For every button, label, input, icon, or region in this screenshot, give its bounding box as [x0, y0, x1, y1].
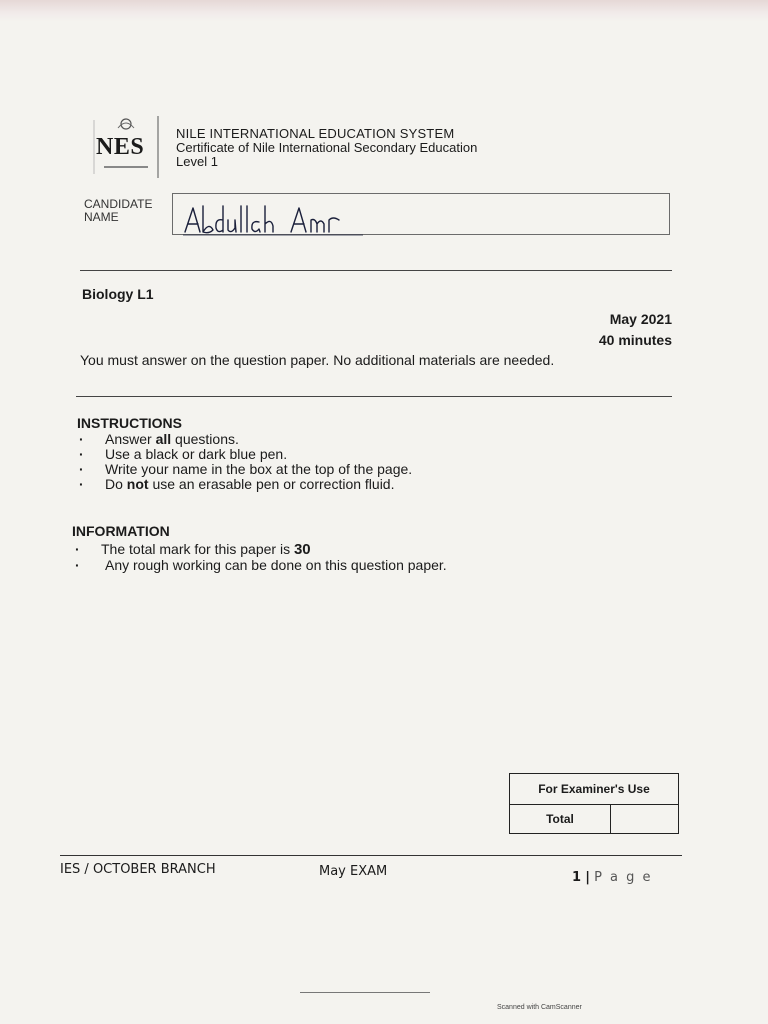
instruction-item: · Use a black or dark blue pen. — [77, 447, 412, 462]
examiner-use-table — [509, 773, 679, 834]
total-label: Total — [510, 805, 611, 834]
candidate-name-label — [84, 198, 152, 224]
certificate-title: Certificate of Nile International Secondary Education — [176, 140, 478, 155]
instruction-item: · Answer all questions. — [77, 432, 412, 447]
subject-title: Biology L1 — [82, 286, 154, 302]
candidate-name-field[interactable] — [172, 193, 670, 235]
footer-divider — [60, 855, 682, 856]
page-number: 1 — [572, 870, 582, 885]
bottom-mark-line — [300, 992, 430, 993]
logo-text: NES — [96, 134, 145, 160]
footer-branch: IES / OCTOBER BRANCH — [60, 862, 216, 877]
page-word: P a g e — [594, 870, 653, 885]
total-score-cell[interactable] — [611, 805, 679, 834]
exam-date: May 2021 — [609, 311, 672, 327]
instruction-item: · Do not use an erasable pen or correction fluid. — [77, 477, 412, 492]
total-mark: 30 — [293, 541, 311, 558]
candidate-label-line1: CANDIDATE — [84, 197, 153, 211]
scanner-watermark: Scanned with CamScanner — [497, 1004, 582, 1011]
exam-duration: 40 minutes — [598, 332, 672, 348]
instruction-item: · Write your name in the box at the top of the page. — [77, 462, 412, 477]
institution-name: NILE INTERNATIONAL EDUCATION SYSTEM — [176, 126, 455, 141]
footer-page-number — [572, 870, 653, 885]
information-list — [73, 541, 447, 573]
divider-middle — [76, 396, 672, 397]
page-separator: | — [585, 870, 590, 885]
instructions-title: INSTRUCTIONS — [77, 415, 182, 431]
footer-exam-label: May EXAM — [319, 864, 388, 879]
information-item: · The total mark for this paper is 30 — [73, 541, 447, 558]
scan-edge — [0, 0, 768, 22]
information-title: INFORMATION — [72, 523, 170, 539]
information-item: · Any rough working can be done on this question paper. — [73, 558, 447, 573]
examiner-use-heading: For Examiner's Use — [510, 774, 679, 805]
candidate-label-line2: NAME — [84, 210, 119, 224]
divider-top — [80, 270, 672, 271]
level-label: Level 1 — [176, 154, 218, 169]
institution-header — [176, 127, 477, 169]
instructions-list — [77, 432, 412, 492]
handwritten-name — [183, 202, 363, 236]
nes-logo — [92, 112, 162, 182]
logo-frame — [92, 112, 162, 182]
materials-notice: You must answer on the question paper. No additional materials are needed. — [80, 352, 555, 368]
